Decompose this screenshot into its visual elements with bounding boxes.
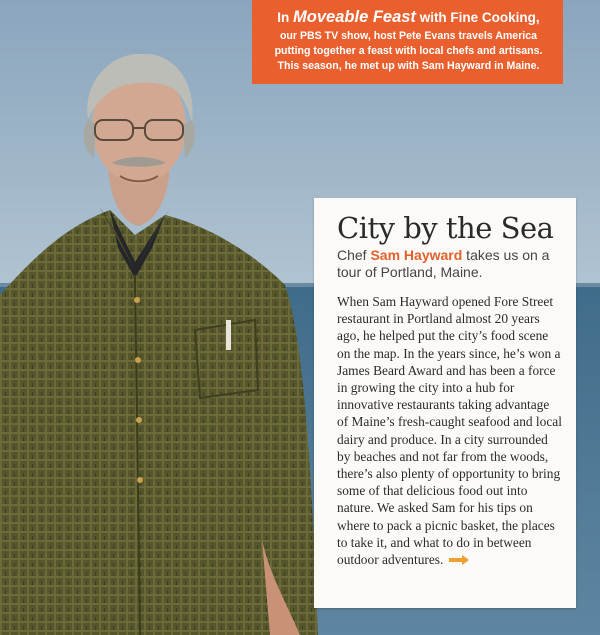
article-subtitle: Chef Sam Hayward takes us on a tour of Portland, Maine. [337, 247, 550, 280]
article-title: City by the Sea [337, 211, 554, 245]
intro-banner [252, 0, 563, 84]
article-body [337, 293, 562, 570]
chef-name: Sam Hayward [370, 247, 463, 263]
article-body-text: When Sam Hayward opened Fore Street restaurant in Portland almost 20 years ago, he helped put the city’s food scene on the map. In the years since, he’s won a James Beard Award and has been a force in growing the city into a hub for innovative restaurants taking advantage of Maine’s fresh-caught seafood and local dairy and produce. In a city surrounded by beaches and not far from the woods, there’s also plenty of opportunity to bring some of that delicious food out into nature. We asked Sam for his tips on where to pack a picnic basket, the places to take it, and what to do in between outdoor adventures. [337, 294, 562, 568]
show-name: Moveable Feast [293, 8, 416, 26]
article-card [314, 198, 576, 608]
banner-text: our PBS TV show, host Pete Evans travels America putting together a feast with local chefs and artisans. This season, he met up with Sam Hayward in Maine. [274, 30, 543, 72]
right-arrow-icon [449, 552, 469, 569]
banner-lead: In Moveable Feast with Fine Cooking, [277, 8, 540, 26]
